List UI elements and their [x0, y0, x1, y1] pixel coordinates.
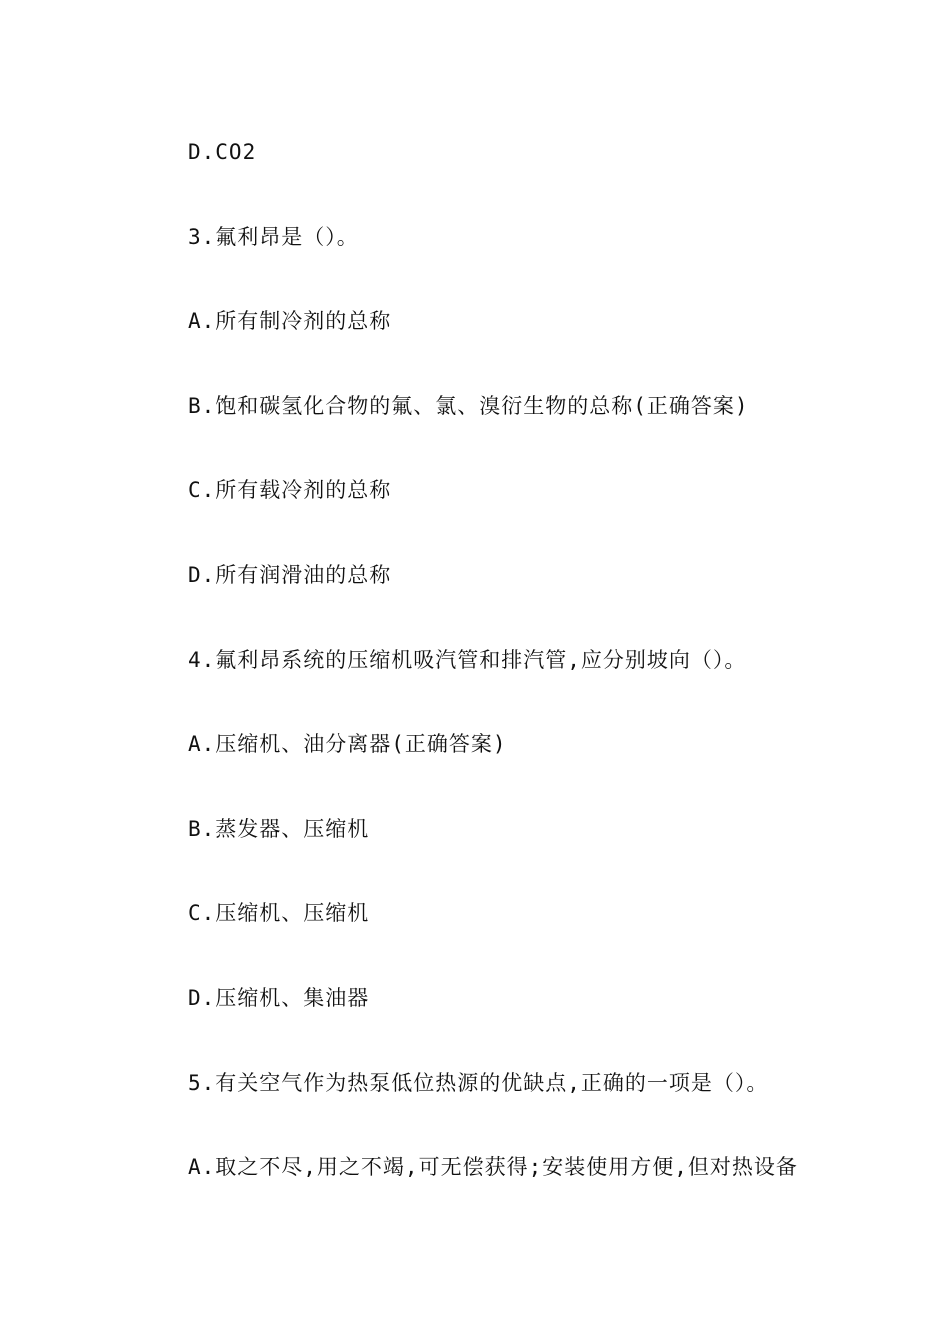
q3-option-d: D.所有润滑油的总称: [188, 563, 392, 587]
q5-option-a: A.取之不尽,用之不竭,可无偿获得;安装使用方便,但对热设备: [188, 1155, 798, 1179]
q3-option-b: B.饱和碳氢化合物的氟、氯、溴衍生物的总称(正确答案): [188, 394, 749, 418]
q4-option-b: B.蒸发器、压缩机: [188, 817, 370, 841]
question-5: 5.有关空气作为热泵低位热源的优缺点,正确的一项是（）。: [188, 1071, 769, 1095]
question-3: 3.氟利昂是（）。: [188, 225, 359, 249]
q4-option-a: A.压缩机、油分离器(正确答案): [188, 732, 507, 756]
q3-option-a: A.所有制冷剂的总称: [188, 309, 392, 333]
q3-option-c: C.所有载冷剂的总称: [188, 478, 392, 502]
q4-option-c: C.压缩机、压缩机: [188, 901, 370, 925]
option-d-co2: D.CO2: [188, 140, 257, 164]
question-4: 4.氟利昂系统的压缩机吸汽管和排汽管,应分别坡向（）。: [188, 648, 747, 672]
q4-option-d: D.压缩机、集油器: [188, 986, 370, 1010]
